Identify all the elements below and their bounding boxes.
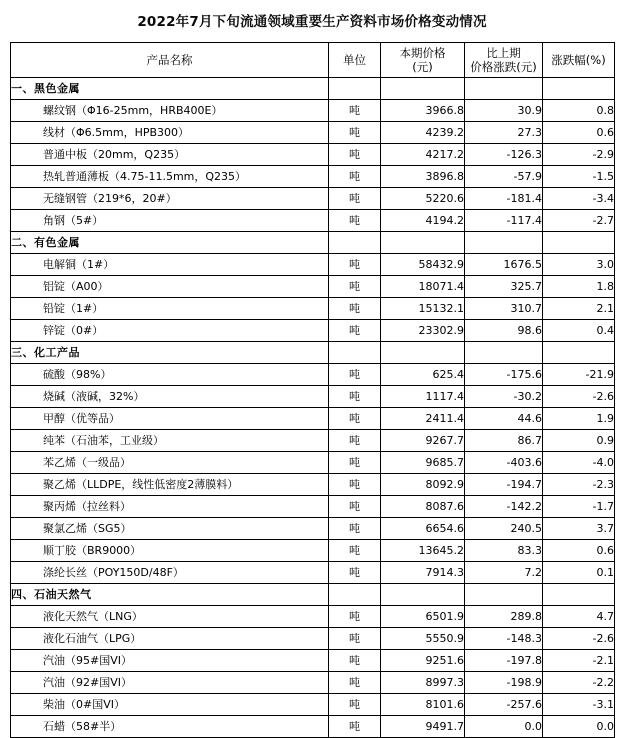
price-change-rate: -3.1 <box>543 694 615 716</box>
current-price <box>381 342 465 364</box>
price-change-rate: -3.4 <box>543 188 615 210</box>
product-name: 普通中板（20mm，Q235） <box>11 144 329 166</box>
table-row <box>11 562 615 584</box>
current-price: 5550.9 <box>381 628 465 650</box>
product-name: 液化天然气（LNG） <box>11 606 329 628</box>
table-row <box>11 430 615 452</box>
current-price: 58432.9 <box>381 254 465 276</box>
price-change: 289.8 <box>465 606 543 628</box>
product-unit <box>329 232 381 254</box>
current-price: 4239.2 <box>381 122 465 144</box>
price-change: 83.3 <box>465 540 543 562</box>
product-unit: 吨 <box>329 562 381 584</box>
column-header-price-line2: (元) <box>412 60 433 74</box>
product-unit: 吨 <box>329 716 381 738</box>
current-price: 9251.6 <box>381 650 465 672</box>
table-row <box>11 276 615 298</box>
product-unit <box>329 78 381 100</box>
price-change: -30.2 <box>465 386 543 408</box>
product-unit: 吨 <box>329 386 381 408</box>
price-change-rate: 3.7 <box>543 518 615 540</box>
price-change-rate: 1.8 <box>543 276 615 298</box>
product-unit <box>329 342 381 364</box>
product-unit: 吨 <box>329 166 381 188</box>
price-change: 86.7 <box>465 430 543 452</box>
product-name: 聚乙烯（LLDPE，线性低密度2薄膜料） <box>11 474 329 496</box>
current-price: 4217.2 <box>381 144 465 166</box>
table-row <box>11 210 615 232</box>
product-unit: 吨 <box>329 694 381 716</box>
column-header-change-line2: 价格涨跌(元) <box>470 60 537 74</box>
price-change <box>465 342 543 364</box>
product-unit: 吨 <box>329 100 381 122</box>
table-group-row <box>11 232 615 254</box>
table-group-row <box>11 584 615 606</box>
current-price: 6654.6 <box>381 518 465 540</box>
current-price: 625.4 <box>381 364 465 386</box>
price-change-rate: 2.1 <box>543 298 615 320</box>
product-name: 顺丁胶（BR9000） <box>11 540 329 562</box>
table-row <box>11 298 615 320</box>
product-unit: 吨 <box>329 254 381 276</box>
table-row <box>11 364 615 386</box>
price-change-rate: 0.8 <box>543 100 615 122</box>
price-change: 0.0 <box>465 716 543 738</box>
price-change-rate: -2.6 <box>543 386 615 408</box>
product-unit: 吨 <box>329 144 381 166</box>
price-change: -198.9 <box>465 672 543 694</box>
table-row <box>11 716 615 738</box>
current-price <box>381 78 465 100</box>
product-name: 苯乙烯（一级品） <box>11 452 329 474</box>
price-change: 325.7 <box>465 276 543 298</box>
current-price: 9685.7 <box>381 452 465 474</box>
price-change-rate: -21.9 <box>543 364 615 386</box>
product-name: 锌锭（0#） <box>11 320 329 342</box>
product-unit: 吨 <box>329 518 381 540</box>
group-label: 二、有色金属 <box>11 232 329 254</box>
current-price: 2411.4 <box>381 408 465 430</box>
product-name: 液化石油气（LPG） <box>11 628 329 650</box>
current-price: 8997.3 <box>381 672 465 694</box>
price-change-rate: -2.9 <box>543 144 615 166</box>
current-price: 23302.9 <box>381 320 465 342</box>
product-name: 汽油（92#国VI） <box>11 672 329 694</box>
price-change: -197.8 <box>465 650 543 672</box>
table-row <box>11 144 615 166</box>
current-price: 13645.2 <box>381 540 465 562</box>
product-unit: 吨 <box>329 474 381 496</box>
current-price: 4194.2 <box>381 210 465 232</box>
price-change <box>465 78 543 100</box>
price-change-rate: -2.7 <box>543 210 615 232</box>
price-change: 240.5 <box>465 518 543 540</box>
price-change-rate: 1.9 <box>543 408 615 430</box>
product-unit: 吨 <box>329 496 381 518</box>
column-header-change <box>465 43 543 78</box>
current-price: 8087.6 <box>381 496 465 518</box>
table-row <box>11 518 615 540</box>
price-change: -126.3 <box>465 144 543 166</box>
price-change-rate: 4.7 <box>543 606 615 628</box>
product-unit: 吨 <box>329 650 381 672</box>
price-change-rate: 0.6 <box>543 122 615 144</box>
product-unit: 吨 <box>329 122 381 144</box>
price-change: 1676.5 <box>465 254 543 276</box>
table-row <box>11 606 615 628</box>
product-name: 角钢（5#） <box>11 210 329 232</box>
price-change-rate: -1.7 <box>543 496 615 518</box>
product-name: 聚氯乙烯（SG5） <box>11 518 329 540</box>
price-change <box>465 584 543 606</box>
product-unit: 吨 <box>329 210 381 232</box>
price-change-rate: 0.6 <box>543 540 615 562</box>
product-name: 线材（Φ6.5mm，HPB300） <box>11 122 329 144</box>
current-price: 8092.9 <box>381 474 465 496</box>
table-row <box>11 320 615 342</box>
price-change: 98.6 <box>465 320 543 342</box>
price-change <box>465 232 543 254</box>
price-change: 27.3 <box>465 122 543 144</box>
price-change: 7.2 <box>465 562 543 584</box>
product-unit: 吨 <box>329 364 381 386</box>
current-price <box>381 584 465 606</box>
price-change: -403.6 <box>465 452 543 474</box>
price-change: -142.2 <box>465 496 543 518</box>
table-row <box>11 628 615 650</box>
table-body <box>11 78 615 738</box>
price-change: -117.4 <box>465 210 543 232</box>
current-price: 3896.8 <box>381 166 465 188</box>
product-name: 电解铜（1#） <box>11 254 329 276</box>
table-group-row <box>11 78 615 100</box>
price-change: 44.6 <box>465 408 543 430</box>
table-row <box>11 166 615 188</box>
product-name: 铝锭（A00） <box>11 276 329 298</box>
product-name: 纯苯（石油苯，工业级） <box>11 430 329 452</box>
page-title: 2022年7月下旬流通领域重要生产资料市场价格变动情况 <box>137 14 487 30</box>
price-change-rate: -4.0 <box>543 452 615 474</box>
column-header-rate: 涨跌幅(%) <box>543 43 615 78</box>
product-name: 聚丙烯（拉丝料） <box>11 496 329 518</box>
price-change-rate: 0.4 <box>543 320 615 342</box>
table-row <box>11 452 615 474</box>
price-change-rate: -2.2 <box>543 672 615 694</box>
table-row <box>11 496 615 518</box>
price-change-rate: -2.1 <box>543 650 615 672</box>
table-row <box>11 672 615 694</box>
price-change-rate <box>543 78 615 100</box>
price-change: -257.6 <box>465 694 543 716</box>
table-header-row <box>11 43 615 78</box>
product-unit: 吨 <box>329 430 381 452</box>
product-unit: 吨 <box>329 320 381 342</box>
product-name: 铅锭（1#） <box>11 298 329 320</box>
price-change-rate: -1.5 <box>543 166 615 188</box>
price-change-rate: -2.6 <box>543 628 615 650</box>
price-change: -148.3 <box>465 628 543 650</box>
table-row <box>11 254 615 276</box>
group-label: 三、化工产品 <box>11 342 329 364</box>
price-change-rate: 3.0 <box>543 254 615 276</box>
table-row <box>11 122 615 144</box>
price-change-rate: 0.1 <box>543 562 615 584</box>
column-header-price-line1: 本期价格 <box>399 45 446 60</box>
current-price: 5220.6 <box>381 188 465 210</box>
product-name: 无缝钢管（219*6，20#） <box>11 188 329 210</box>
table-row <box>11 188 615 210</box>
current-price: 9491.7 <box>381 716 465 738</box>
product-name: 汽油（95#国VI） <box>11 650 329 672</box>
price-change-rate <box>543 232 615 254</box>
current-price: 1117.4 <box>381 386 465 408</box>
price-change: 310.7 <box>465 298 543 320</box>
current-price <box>381 232 465 254</box>
product-name: 涤纶长丝（POY150D/48F） <box>11 562 329 584</box>
column-header-product: 产品名称 <box>11 43 329 78</box>
product-unit: 吨 <box>329 276 381 298</box>
table-header <box>11 43 615 78</box>
price-change-rate: -2.3 <box>543 474 615 496</box>
table-group-row <box>11 342 615 364</box>
current-price: 7914.3 <box>381 562 465 584</box>
price-change-rate: 0.0 <box>543 716 615 738</box>
product-unit: 吨 <box>329 298 381 320</box>
table-row <box>11 474 615 496</box>
product-name: 烧碱（液碱，32%） <box>11 386 329 408</box>
product-name: 石蜡（58#半） <box>11 716 329 738</box>
price-change: -175.6 <box>465 364 543 386</box>
column-header-price <box>381 43 465 78</box>
current-price: 6501.9 <box>381 606 465 628</box>
current-price: 18071.4 <box>381 276 465 298</box>
product-unit: 吨 <box>329 452 381 474</box>
price-change: -181.4 <box>465 188 543 210</box>
price-change: 30.9 <box>465 100 543 122</box>
price-change-rate <box>543 342 615 364</box>
product-unit: 吨 <box>329 672 381 694</box>
price-change-rate <box>543 584 615 606</box>
product-unit: 吨 <box>329 628 381 650</box>
table-row <box>11 408 615 430</box>
product-unit: 吨 <box>329 606 381 628</box>
price-change: -194.7 <box>465 474 543 496</box>
table-row <box>11 100 615 122</box>
price-change-table <box>10 42 615 738</box>
table-row <box>11 386 615 408</box>
price-change: -57.9 <box>465 166 543 188</box>
current-price: 8101.6 <box>381 694 465 716</box>
product-name: 硫酸（98%） <box>11 364 329 386</box>
product-name: 热轧普通薄板（4.75-11.5mm，Q235） <box>11 166 329 188</box>
column-header-change-line1: 比上期 <box>486 45 521 60</box>
column-header-unit: 单位 <box>329 43 381 78</box>
product-name: 柴油（0#国VI） <box>11 694 329 716</box>
group-label: 一、黑色金属 <box>11 78 329 100</box>
table-row <box>11 650 615 672</box>
current-price: 15132.1 <box>381 298 465 320</box>
product-unit: 吨 <box>329 188 381 210</box>
product-name: 螺纹钢（Φ16-25mm，HRB400E） <box>11 100 329 122</box>
table-row <box>11 540 615 562</box>
group-label: 四、石油天然气 <box>11 584 329 606</box>
current-price: 3966.8 <box>381 100 465 122</box>
table-row <box>11 694 615 716</box>
price-change-rate: 0.9 <box>543 430 615 452</box>
product-unit: 吨 <box>329 540 381 562</box>
product-unit: 吨 <box>329 408 381 430</box>
product-name: 甲醇（优等品） <box>11 408 329 430</box>
product-unit <box>329 584 381 606</box>
current-price: 9267.7 <box>381 430 465 452</box>
